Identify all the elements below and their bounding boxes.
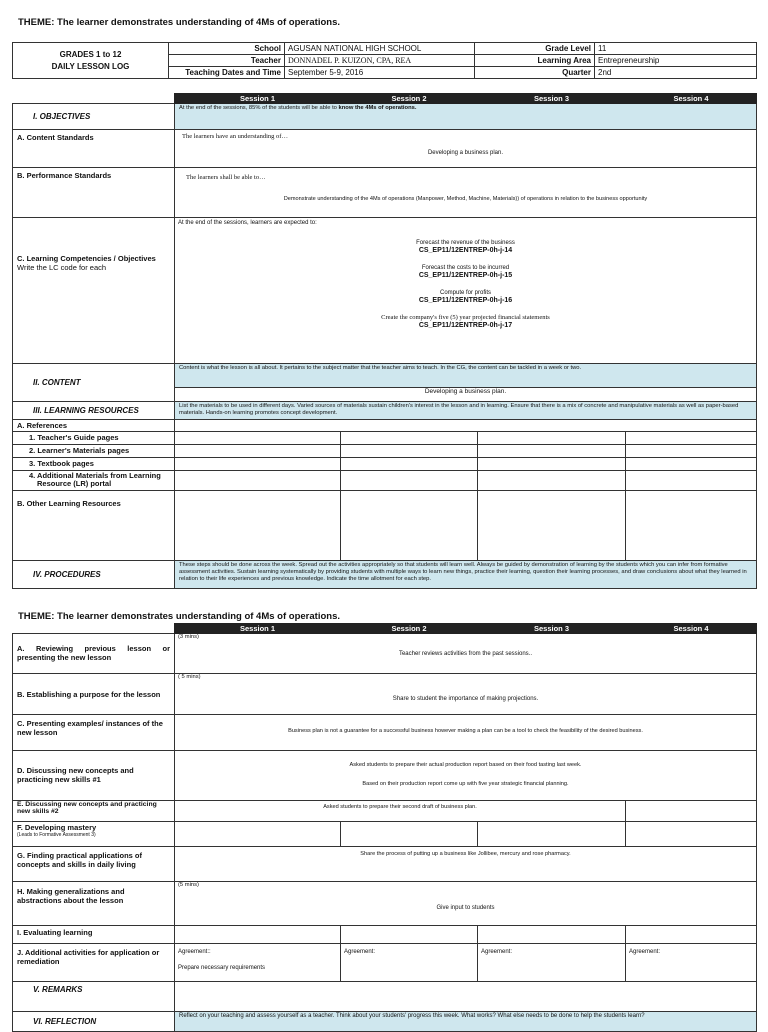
step-e-label: E. Discussing new concepts and practicing new skills #2 (13, 801, 175, 822)
lc-item-4-code: CS_EP11/12ENTREP-0h-j-17 (418, 322, 513, 329)
lc-item-1-code: CS_EP11/12ENTREP-0h-j-14 (418, 247, 513, 254)
step-e-text: Asked students to prepare their second draft of business plan. (175, 801, 626, 822)
dates-label: Teaching Dates and Time (169, 67, 285, 79)
ref-teachers-guide: 1. Teacher's Guide pages (13, 432, 175, 445)
ref-textbook: 3. Textbook pages (13, 458, 175, 471)
reflection-heading: VI. REFLECTION (13, 1012, 175, 1032)
ref-learners-materials: 2. Learner's Materials pages (13, 445, 175, 458)
lc-item-3-code: CS_EP11/12ENTREP-0h-j-16 (418, 297, 513, 304)
session-header-3: Session 3 (478, 94, 626, 104)
procedures-heading: IV. PROCEDURES (13, 561, 175, 589)
step-f-label-text: F. Developing mastery (17, 823, 97, 832)
ref-additional-1: 4. Additional Materials from Learning (29, 471, 161, 480)
step-h-time: (5 mins) (178, 882, 199, 888)
step-j-session-1 (175, 944, 341, 982)
lc-item-4-text: Create the company's five (5) year projected financial statements (381, 314, 550, 321)
lc-item-2 (178, 264, 753, 280)
step-b-cell (175, 674, 757, 715)
step-f-sub: (Leads to Formative Assessment 3) (17, 832, 96, 838)
step-b-label: B. Establishing a purpose for the lesson (13, 674, 175, 715)
step-j-label: J. Additional activities for application or remediation (13, 944, 175, 982)
lc-item-3 (178, 289, 753, 305)
step-h-label: H. Making generalizations and abstractions about the lesson (13, 882, 175, 926)
content-standards-label: A. Content Standards (13, 130, 175, 168)
lc-item-2-text: Forecast the costs to be incurred (421, 265, 510, 271)
objectives-note-bold: know the 4Ms of operations. (338, 105, 417, 111)
procedures-note: These steps should be done across the week. Spread out the activities appropriately so that students will learn well. Always be guided by demonstration of learning by the students which you can infer from formative assessment activities. Sustain learning systematically by providing students with multiple ways to learn new things, practice their learning, question their learning processes, and draw conclusions about what they learned in relation to their life experiences and previous knowledge. Indicate the time allotment for each step. (175, 561, 757, 589)
lesson-log-table (12, 93, 757, 589)
step-c-label: C. Presenting examples/ instances of the new lesson (13, 715, 175, 751)
theme-title-2: THEME: The learner demonstrates understanding of 4Ms of operations. (18, 611, 340, 622)
session-header-4b: Session 4 (626, 624, 757, 634)
step-d-cell (175, 751, 757, 801)
resources-heading: III. LEARNING RESOURCES (13, 402, 175, 420)
step-c-cell (175, 715, 757, 751)
session-header-2b: Session 2 (341, 624, 478, 634)
step-f-label (13, 822, 175, 847)
step-c-text: Business plan is not a guarantee for a successful business however making a plan can be a tool to check the feasibility of the desired business. (288, 728, 643, 734)
session-header-1b: Session 1 (175, 624, 341, 634)
lc-item-1 (178, 239, 753, 255)
references-label: A. References (13, 420, 175, 432)
resources-note: List the materials to be used in different days. Varied sources of materials sustain children's interest in the lesson and in learning. Ensure that there is a mix of concrete and manipulative materials as well as paper-based materials. Hands-on learning promotes concept development. (175, 402, 757, 420)
step-d-text-2: Based on their production report come up with five year strategic financial planning. (362, 781, 569, 787)
step-i-label: I. Evaluating learning (13, 926, 175, 944)
reflection-note: Reflect on your teaching and assess yourself as a teacher. Think about your students' progress this week. What works? What else needs to be done to help the students learn? (175, 1012, 757, 1032)
step-g-label: G. Finding practical applications of concepts and skills in daily living (13, 847, 175, 882)
teacher-label: Teacher (169, 55, 285, 67)
other-resources-label: B. Other Learning Resources (13, 491, 175, 561)
performance-standards-cell (175, 168, 757, 218)
ref-additional-materials (13, 471, 175, 491)
lc-label-text: C. Learning Competencies / Objectives (17, 254, 156, 263)
area-label: Learning Area (475, 55, 595, 67)
log-title (13, 43, 169, 79)
step-j-agreement-4: Agreement: (626, 944, 757, 982)
school-value: AGUSAN NATIONAL HIGH SCHOOL (285, 43, 475, 55)
header-table (12, 42, 757, 79)
content-note: Content is what the lesson is all about. It pertains to the subject matter that the teacher aims to teach. In the CG, the content can be tackled in a week or two. (175, 364, 757, 388)
ref-additional-2: Resource (LR) portal (37, 479, 112, 488)
step-a-text: Teacher reviews activities from the past sessions.. (398, 651, 533, 657)
content-text: Developing a business plan. (175, 388, 757, 402)
lc-sub-text: Write the LC code for each (17, 263, 107, 272)
step-h-text: Give input to students (436, 905, 495, 911)
lc-item-4 (178, 314, 753, 330)
area-value: Entrepreneurship (595, 55, 757, 67)
content-standards-text: Developing a business plan. (427, 150, 504, 156)
session-header-4: Session 4 (626, 94, 757, 104)
teacher-value: DONNADEL P. KUIZON, CPA, REA (285, 55, 475, 67)
grade-label: Grade Level (475, 43, 595, 55)
school-label: School (169, 43, 285, 55)
session-header-1: Session 1 (175, 94, 341, 104)
lc-item-3-text: Compute for profits (439, 290, 492, 296)
step-b-text: Share to student the importance of making projections. (392, 696, 539, 702)
remarks-heading: V. REMARKS (13, 982, 175, 1012)
quarter-label: Quarter (475, 67, 595, 79)
theme-title: THEME: The learner demonstrates understanding of 4Ms of operations. (18, 17, 340, 28)
step-j-agreement-1: Agreement:: (178, 949, 211, 955)
dates-value: September 5-9, 2016 (285, 67, 475, 79)
lc-intro: At the end of the sessions, learners are expected to: (178, 220, 317, 226)
learning-competencies-label (13, 218, 175, 364)
content-standards-cell (175, 130, 757, 168)
step-h-cell (175, 882, 757, 926)
objectives-note-prefix: At the end of the sessions, 85% of the students will be able to (179, 105, 339, 111)
log-title-2: DAILY LESSON LOG (51, 61, 130, 71)
step-d-label: D. Discussing new concepts and practicing new skills #1 (13, 751, 175, 801)
step-d-text-1: Asked students to prepare their actual production report based on their food tasting last week. (349, 762, 582, 768)
session-header-2: Session 2 (341, 94, 478, 104)
performance-standards-intro: The learners shall be able to… (186, 174, 266, 181)
performance-standards-text: Demonstrate understanding of the 4Ms of operations (Manpower, Method, Machine, Materials)) of operations in relation to the business opportunity (283, 196, 648, 202)
grade-value: 11 (595, 43, 757, 55)
objectives-note (175, 104, 757, 130)
lc-item-2-code: CS_EP11/12ENTREP-0h-j-15 (418, 272, 513, 279)
step-a-label: A. Reviewing previous lesson or presenting the new lesson (13, 634, 175, 674)
step-j-text: Prepare necessary requirements (178, 965, 266, 971)
session-header-3b: Session 3 (478, 624, 626, 634)
step-a-time: (3 mins) (178, 634, 199, 640)
content-standards-intro: The learners have an understanding of… (182, 133, 288, 140)
log-title-1: GRADES 1 to 12 (59, 49, 122, 59)
lc-item-1-text: Forecast the revenue of the business (416, 240, 515, 246)
learning-competencies-cell (175, 218, 757, 364)
objectives-heading: I. OBJECTIVES (13, 104, 175, 130)
step-g-text: Share the process of putting up a business like Jollibee, mercury and rose pharmacy. (175, 847, 757, 882)
quarter-value: 2nd (595, 67, 757, 79)
content-heading: II. CONTENT (13, 364, 175, 402)
procedures-table (12, 623, 757, 1032)
step-j-agreement-2: Agreement: (341, 944, 478, 982)
step-j-agreement-3: Agreement: (478, 944, 626, 982)
step-b-time: ( 5 mins) (178, 674, 201, 680)
step-a-cell (175, 634, 757, 674)
performance-standards-label: B. Performance Standards (13, 168, 175, 218)
